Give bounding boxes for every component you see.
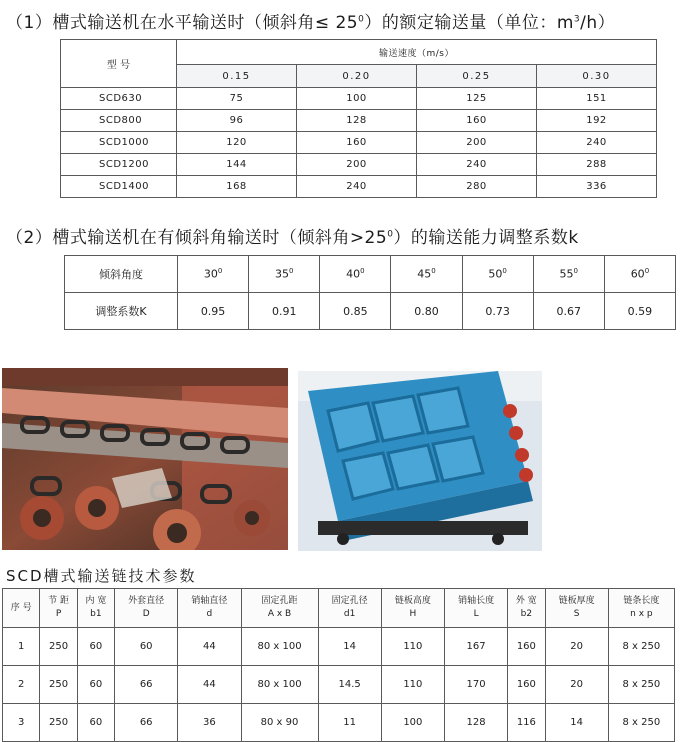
param-cell: 250 xyxy=(40,628,77,666)
table-row xyxy=(61,154,657,176)
angle-cell: $40^0$ xyxy=(320,256,391,293)
angle-cell: $60^0$ xyxy=(604,256,675,293)
capacity-cell: 75 xyxy=(177,88,297,110)
adjustment-coefficient-table xyxy=(64,255,676,330)
angle-cell: $45^0$ xyxy=(391,256,462,293)
model-cell: SCD630 xyxy=(61,88,177,110)
param-cell: 44 xyxy=(178,628,241,666)
angle-cell: $50^0$ xyxy=(462,256,533,293)
capacity-cell: 336 xyxy=(537,176,657,198)
trough-conveyor-photo xyxy=(298,371,542,551)
column-header: 链板高度 H xyxy=(381,589,444,628)
capacity-cell: 100 xyxy=(297,88,417,110)
capacity-cell: 240 xyxy=(297,176,417,198)
param-cell: 44 xyxy=(178,666,241,704)
column-header: 外 宽 b2 xyxy=(508,589,545,628)
capacity-cell: 240 xyxy=(537,132,657,154)
angle-row xyxy=(65,256,676,293)
param-cell: 14.5 xyxy=(318,666,381,704)
param-cell: 3 xyxy=(3,704,40,742)
coefficient-label: 调整系数K xyxy=(65,293,178,330)
column-header: 节 距 P xyxy=(40,589,77,628)
param-cell: 36 xyxy=(178,704,241,742)
table-row xyxy=(61,110,657,132)
param-cell: 116 xyxy=(508,704,545,742)
param-cell: 8 x 250 xyxy=(608,666,674,704)
speed-header: 输送速度（m/s） xyxy=(177,40,657,65)
section3-title: SCD槽式输送链技术参数 xyxy=(6,567,197,585)
param-cell: 66 xyxy=(115,704,178,742)
angle-label: 倾斜角度 xyxy=(65,256,178,293)
table-row xyxy=(3,704,675,742)
column-header: 链板厚度 S xyxy=(545,589,608,628)
param-cell: 170 xyxy=(444,666,507,704)
speed-cell: 0.20 xyxy=(297,65,417,88)
section1-title: （1）槽式输送机在水平输送时（倾斜角≤ $25^0$）的额定输送量（单位：$m^3/h$） xyxy=(6,13,616,33)
model-cell: SCD1200 xyxy=(61,154,177,176)
capacity-cell: 144 xyxy=(177,154,297,176)
param-cell: 80 x 100 xyxy=(241,628,318,666)
column-header: 链条长度 n x p xyxy=(608,589,674,628)
param-cell: 80 x 90 xyxy=(241,704,318,742)
speed-cell: 0.30 xyxy=(537,65,657,88)
param-cell: 160 xyxy=(508,628,545,666)
rated-capacity-table xyxy=(60,39,657,198)
column-header: 销轴直径 d xyxy=(178,589,241,628)
model-header: 型 号 xyxy=(61,40,177,88)
param-cell: 66 xyxy=(115,666,178,704)
coefficient-cell: 0.73 xyxy=(462,293,533,330)
angle-cell: $55^0$ xyxy=(533,256,604,293)
model-cell: SCD800 xyxy=(61,110,177,132)
chain-conveyor-photo xyxy=(2,368,288,550)
chain-parameters-table xyxy=(2,588,675,742)
capacity-cell: 160 xyxy=(417,110,537,132)
param-cell: 8 x 250 xyxy=(608,628,674,666)
speed-cell: 0.25 xyxy=(417,65,537,88)
capacity-cell: 160 xyxy=(297,132,417,154)
column-header: 内 宽 b1 xyxy=(77,589,114,628)
table-row xyxy=(3,628,675,666)
table-row xyxy=(3,666,675,704)
param-cell: 250 xyxy=(40,704,77,742)
coefficient-cell: 0.59 xyxy=(604,293,675,330)
column-header: 固定孔径 d1 xyxy=(318,589,381,628)
param-cell: 2 xyxy=(3,666,40,704)
coefficient-cell: 0.67 xyxy=(533,293,604,330)
model-cell: SCD1000 xyxy=(61,132,177,154)
param-cell: 1 xyxy=(3,628,40,666)
capacity-cell: 96 xyxy=(177,110,297,132)
coefficient-cell: 0.95 xyxy=(178,293,249,330)
param-cell: 20 xyxy=(545,666,608,704)
capacity-cell: 288 xyxy=(537,154,657,176)
param-cell: 250 xyxy=(40,666,77,704)
table-row xyxy=(61,88,657,110)
param-cell: 167 xyxy=(444,628,507,666)
param-cell: 160 xyxy=(508,666,545,704)
param-cell: 60 xyxy=(115,628,178,666)
param-cell: 110 xyxy=(381,628,444,666)
column-header: 序 号 xyxy=(3,589,40,628)
param-cell: 110 xyxy=(381,666,444,704)
column-header: 固定孔距 A x B xyxy=(241,589,318,628)
coefficient-cell: 0.80 xyxy=(391,293,462,330)
capacity-cell: 125 xyxy=(417,88,537,110)
capacity-cell: 120 xyxy=(177,132,297,154)
speed-cell: 0.15 xyxy=(177,65,297,88)
param-cell: 128 xyxy=(444,704,507,742)
capacity-cell: 168 xyxy=(177,176,297,198)
angle-cell: $35^0$ xyxy=(249,256,320,293)
param-cell: 60 xyxy=(77,666,114,704)
column-header: 销轴长度 L xyxy=(444,589,507,628)
param-cell: 11 xyxy=(318,704,381,742)
angle-cell: $30^0$ xyxy=(178,256,249,293)
table-row xyxy=(61,132,657,154)
capacity-cell: 200 xyxy=(417,132,537,154)
param-cell: 100 xyxy=(381,704,444,742)
param-cell: 20 xyxy=(545,628,608,666)
coefficient-row xyxy=(65,293,676,330)
capacity-cell: 240 xyxy=(417,154,537,176)
table-row xyxy=(61,176,657,198)
param-cell: 8 x 250 xyxy=(608,704,674,742)
param-cell: 60 xyxy=(77,628,114,666)
header-row xyxy=(3,589,675,628)
capacity-cell: 128 xyxy=(297,110,417,132)
param-cell: 14 xyxy=(545,704,608,742)
capacity-cell: 280 xyxy=(417,176,537,198)
param-cell: 80 x 100 xyxy=(241,666,318,704)
model-cell: SCD1400 xyxy=(61,176,177,198)
capacity-cell: 200 xyxy=(297,154,417,176)
coefficient-cell: 0.91 xyxy=(249,293,320,330)
param-cell: 14 xyxy=(318,628,381,666)
capacity-cell: 192 xyxy=(537,110,657,132)
column-header: 外套直径 D xyxy=(115,589,178,628)
coefficient-cell: 0.85 xyxy=(320,293,391,330)
capacity-cell: 151 xyxy=(537,88,657,110)
section2-title: （2）槽式输送机在有倾斜角输送时（倾斜角$>25^0$）的输送能力调整系数k xyxy=(6,228,579,248)
param-cell: 60 xyxy=(77,704,114,742)
